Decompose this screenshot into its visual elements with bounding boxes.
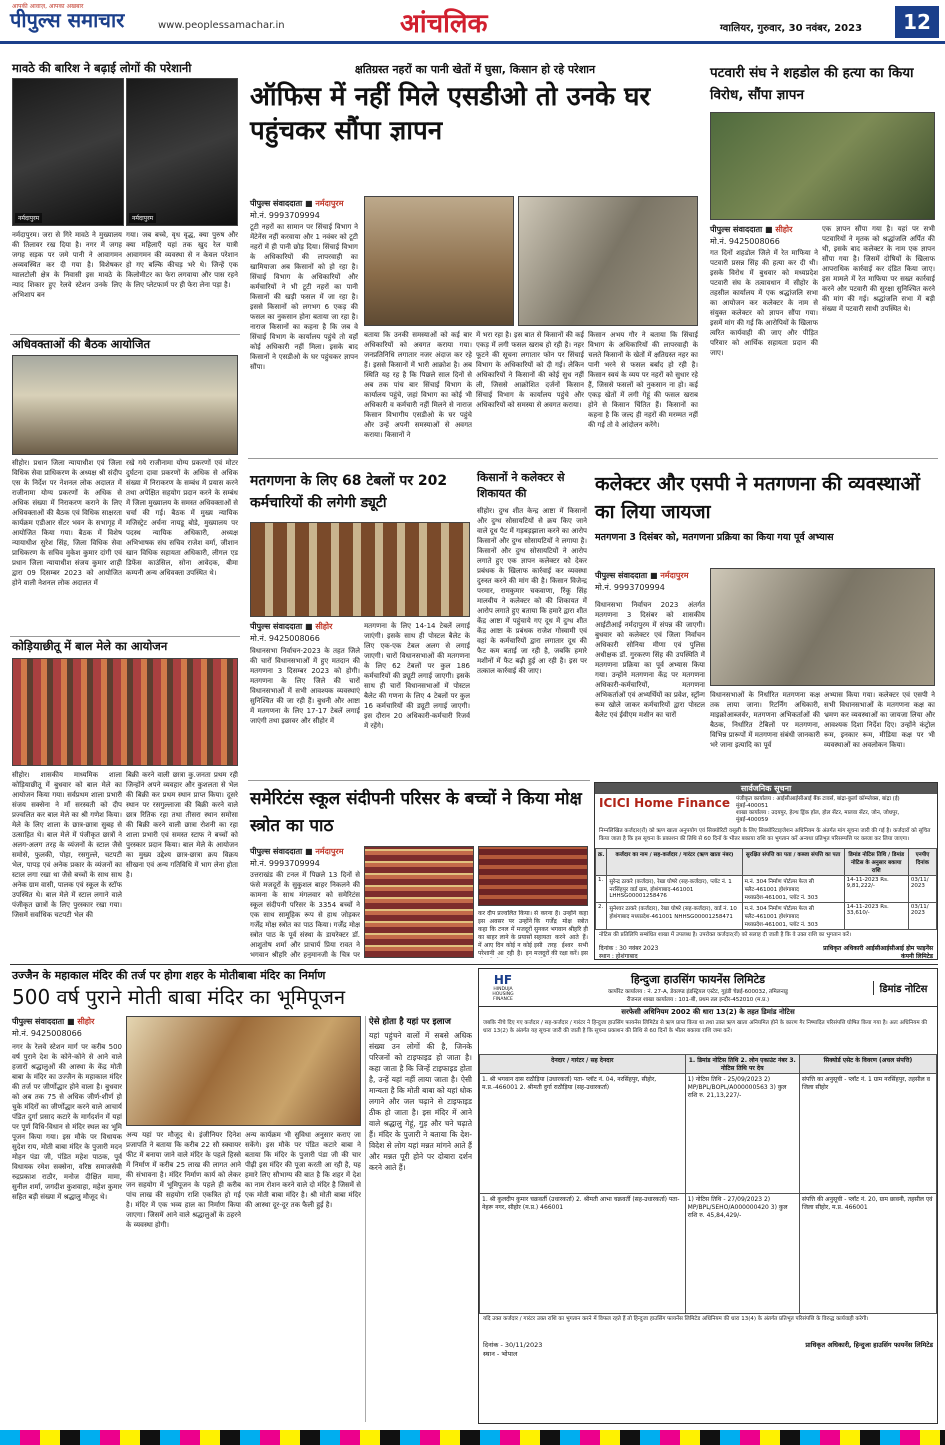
headline-samerits[interactable]: समेरिटंस स्कूल संदीपनी परिसर के बच्चों ने किया मोक्ष स्त्रोत का पाठ bbox=[250, 789, 582, 836]
col-header: एनपीए दिनांक bbox=[908, 849, 936, 876]
table-header-row bbox=[480, 1055, 937, 1074]
photo-counting-tables bbox=[250, 522, 470, 617]
logo-tagline: आपकी आवाज़, आपका अखबार bbox=[12, 3, 84, 10]
cell: 1. श्री भगवान दास राठौड़िया (उधारकर्ता) पता- प्लॉट नं. 04, नरसिंहपुर, सीहोर, म.प्र.-466001 2. श्रीमती दुर्गा राठौड़िया (सह-उधारकर्ता) bbox=[480, 1074, 686, 1194]
icici-branch: शाखा कार्यालय : उदयपुर, हेल्थ ड्रिंक हॉल, होल सेंटर, मालवा सेंटर, जोन, जोधपुर, मुंबई-400059 bbox=[736, 810, 900, 823]
icici-footer: नोटिस की प्रतिलिपि सम्बंधित शाखा में उपलब्ध है। उपरोक्त कर्जदार(रों) को सलाह दी जाती है कि वे उक्त राशि का भुगतान करें। bbox=[599, 932, 852, 938]
hinduja-logo-mark: HF bbox=[493, 973, 513, 987]
cell: 03/11/ 2023 bbox=[908, 876, 936, 903]
dateline: ग्वालियर, गुरुवार, 30 नवंबर, 2023 bbox=[720, 23, 863, 34]
col-header: देनदार / गारंटर / सह देनदार bbox=[480, 1055, 686, 1074]
byline-place: सीहोर bbox=[315, 622, 333, 631]
cell: 1) नोटिस तिथि - 25/09/2023 2) MP/BPL/BOPL/A000000563 3) कुल राशि रु. 21,13,227/- bbox=[685, 1074, 799, 1194]
divider bbox=[248, 458, 938, 459]
headline-mawathe[interactable]: मावठे की बारिश ने बढ़ाई लोगों की परेशानी bbox=[12, 61, 192, 75]
story-collector-col3: अभ्यास किया गया। कलेक्टर एवं एसपी ने सभी विधानसभाओं के मतगणना कक्ष का भ्रमण कर व्यवस्थाओं का जायजा लिया और आवश्यक दिशा निर्देश दिए। उन्होंने कंट्रोल रूम, इनकार रूम, मीडिया कक्ष पर भी व्यवस्थाओं का अवलोकन किया। bbox=[824, 691, 935, 749]
story-adm-col2: बताया कि उनकी समस्याओं को कई बार अधिकारियों को अवगत कराया गया। जनप्रतिनिधि लगातार नजर अंदाज कर रहे हैं। इससे किसानों में भारी आक्रोश है। अब स्थिति यह रह है कि पिछले साल दिनों से अब तक पांच बार सिंचाई विभाग के कार्यालय पहुंचे, जहां विभाग का कोई भी अधिकारी व कर्मचारी नहीं मिलने से नाराज किसान विभागीय एसडीओ के घर पहुंचे और उन्हें अपनी समस्याओं से अवगत कराया। किसानों ने bbox=[364, 331, 472, 439]
hinduja-regional-office: रीजनल शाखा कार्यालय : 101-बी, प्रथम तल इन्दौर-452010 (म.प्र.) bbox=[626, 997, 770, 1003]
ad-hinduja-notice bbox=[478, 968, 938, 1424]
hinduja-logo[interactable] bbox=[483, 973, 523, 1002]
divider bbox=[10, 636, 240, 637]
byline-source: पीपुल्स संवाददाता bbox=[12, 1017, 65, 1026]
col-header: सुरक्षित संपत्ति का पता / कब्जा संपत्ति का पता bbox=[742, 849, 844, 876]
story-samerits-col3: से करना है। उन्होंने कहा कि गर्जेंद्र मोक्ष स्त्रोत सुनकर भगवान श्रीहरि ही सहायता करने आते हैं। इसी तरह ईश्वर सभी मजदूरों की रक्षा करें। इस bbox=[534, 910, 588, 957]
sidebar-box-ilaaj bbox=[365, 1016, 472, 1422]
byline-motibaba: पीपुल्स संवाददाता ■ सीहोर bbox=[12, 1017, 95, 1026]
story-motibaba-col2: अन्य यहां पर मौजूद थे। इंजीनियर दिनेश प्रजापति ने बताया कि करीब 22 सौ स्क्वायर फीट में बनाया जाने वाले मंदिर के पहले हिस्से में निर्माण में करीब 25 लाख की लागत आने की संभावना है। मंदिर निर्माण कार्य को लेकर जन सहयोग में भूमिपूजन के पहले ही करीब पांच लाख की सहयोग राशि एकत्रित हो गई है। मंदिर में एक भव्य हाल का निर्माण किया जाएगा। जिसमें आने वाले श्रद्धालुओं के ठहरने के व्यवस्था होगी। bbox=[126, 1131, 241, 1229]
story-kisan-col1: सीहोर। दुग्ध शीत केन्द्र आष्टा में किसानों और दुग्ध सोसायटियों से क्रय किए जाने वाले दूध पैट में गड़बड़झाला करने का आरोप किसानों और दुग्ध सोसायटियों ने लगाया है। किसानों और दुग्ध सोसायटियों ने आरोप लगाते हुए एक ज्ञापन कलेक्टर को देकर प्रबंधक के खिलाफ कार्रवाई कर व्यवस्था दुरुस्त करने की मांग की है। किसान विजेन्द्र परमार, रामकुमार चकवाणा, रिंकू सिंह मालवीय ने कलेक्टर को की शिकायत में आरोप लगाते हुए बताया कि हमारे द्वारा शीत केंद्र आष्टा में पहुंचाये गए दूध में दुग्ध शीत केंद्र आष्टा के प्रबंधक राजेश गोस्वामी एवं वहां के कर्मचारियों द्वारा लगातार दूध की फैट कम बताई जा रही है, जबकि हमारे मशीनों में फैट बढ़ी हुई आ रही है। इस पर तत्काल कार्रवाई की जाए। bbox=[477, 507, 587, 675]
byline-source: पीपुल्स संवाददाता bbox=[250, 622, 303, 631]
byline-tables: पीपुल्स संवाददाता ■ सीहोर bbox=[250, 622, 333, 631]
photo-caption: नर्मदापुरम bbox=[129, 213, 156, 223]
story-collector-col1: विधानसभा निर्वाचन 2023 अंतर्गत मतगणना 3 दिसंबर को शासकीय आईटीआई नर्मदापुरम में संपन्न की जाएगी। बुधवार को कलेक्टर एवं जिला निर्वाचन अधिकारी सोनिया मीणा एवं पुलिस अधीक्षक डॉ. गुरकरण सिंह की उपस्थिति में मतगणना प्रक्रिया का पूर्व अभ्यास किया गया। उन्होंने मतगणना केंद्र पर मतगणना अधिकारी-कर्मचारियों, मतगणना अभिकर्ताओं एवं अभ्यर्थियों का प्रवेश, स्ट्रॉन्ग रूम खोले जाकर कर्मचारियों द्वारा पोस्टल बैलेट एवं ईवीएम मशीन का चारों bbox=[595, 601, 705, 719]
photo-bhoomipujan bbox=[126, 1016, 361, 1126]
story-kodiyachhitu-col2: बिक्री करने वाली छात्रा कु.जनता प्रथम रही जिन्होंने अपने व्यवहार और कुशलता से भेल की बिक्री कर प्रथम स्थान प्राप्त किया। दूसरे स्थान पर रसगुल्लाजा की बिक्री करने वाले छात्र रितिक रहा तथा तीसरा स्थान समोसा की बिक्री करने वाली छात्रा रोशनी का रहा शाला प्रभारी एवं समस्त स्टाफ ने बच्चों को पुरस्कार प्रदान किया। बाल मेले के आयोजन का मुख्य उद्देश्य छात्र-छात्रा क्रय विक्रय सीखना एवं अन्य गतिविधि में भाग लेना होता है। bbox=[126, 771, 238, 879]
icici-intro: निम्नलिखित कर्जदार(रों) को ऋण खाता अनुपयोग एवं सिक्योरिटी वसूली के लिए सिक्योरिटाइजेशन अधिनियम के अंतर्गत मांग सूचना जारी की गई है। कर्जदारों को सूचित किया जाता है कि इस सूचना के प्रकाशन की तिथि से 60 दिनों के भीतर बकाया राशि का भुगतान करें अन्यथा प्रतिभूत परिसम्पत्ति पर कब्जा कर लिया जाएगा। bbox=[599, 828, 931, 842]
icici-address bbox=[736, 796, 933, 824]
headline-collector[interactable]: कलेक्टर और एसपी ने मतगणना की व्यवस्थाओं का लिया जायजा bbox=[595, 473, 920, 523]
photo-mawathe-1 bbox=[12, 78, 124, 226]
photo-patwari-protest bbox=[710, 112, 935, 220]
col-header: सिक्योर्ड एसेट के विवरण (अचल संपत्ति) bbox=[799, 1055, 936, 1074]
ad-band: सार्वजनिक सूचना bbox=[595, 783, 937, 794]
cell: 14-11-2023 Rs. 9,81,222/- bbox=[844, 876, 908, 903]
hinduja-footer: यदि उक्त कर्जदार / गारंटर उक्त राशि का भुगतान करने में विफल रहते हैं तो हिन्दुजा हाउसिंग फायनेंस लिमिटेड अधिनियम की धारा 13(4) के अंतर्गत प्रतिभूत परिसंपत्ति के विरुद्ध कार्यवाही करेगी। bbox=[483, 1316, 869, 1322]
table-row bbox=[480, 1194, 937, 1314]
cell: संपत्ति का अनुसूची - प्लॉट नं. 1 ग्राम नरसिंहपुर, तहसील व जिला सीहोर bbox=[799, 1074, 936, 1194]
story-adm-col3: में भरा रहा है। इस बात से किसानों की कई एकड़ में लगी फसल खराब हो रही है। नहर फूटने की सूचना लगातार फोन पर सिंचाई विभाग के अधिकारियों को दी गई। लेकिन अधिकारियों ने किसानों की कोई सुध नहीं ली, जिससे आक्रोशित दर्जनों किसान सिंचाई विभाग के कार्यालय पहुंचे और अधिकारियों को समस्या से अवगत कराया। bbox=[476, 331, 584, 409]
photo-students-assembly bbox=[478, 846, 588, 906]
col-header: क्र. bbox=[596, 849, 607, 876]
table-row bbox=[480, 1074, 937, 1194]
story-samerits-col1: उत्तराखंड की टनल में पिछले 13 दिनों से फंसे मजदूरों के सुकुशल बाहर निकलने की कामना के साथ मंगलवार को समेरिटंस स्कूल संदीपनी परिसर के 3354 बच्चों ने एक साथ सामूहिक रूप से हाथ जोड़कर गर्जेंद्र मोक्ष स्त्रोत का पाठ किया। गर्जेंद्र मोक्ष स्त्रोत पाठ के पूर्व संस्था के डायरेक्टर डॉ. आशुतोष शर्मा और प्राचार्य प्रिया रावत ने भगवान श्रीहरि और हनुमानजी के चित्र पर bbox=[250, 871, 360, 958]
icici-date-place bbox=[599, 944, 658, 960]
hinduja-title: हिन्दुजा हाउसिंग फायनेंस लिमिटेड bbox=[630, 973, 766, 986]
byline-collector: पीपुल्स संवाददाता ■ नर्मदापुरम bbox=[595, 571, 689, 580]
photo-canal-field bbox=[364, 196, 514, 326]
byline-source: पीपुल्स संवाददाता bbox=[250, 199, 303, 208]
byline-source: पीपुल्स संवाददाता bbox=[595, 571, 648, 580]
icici-reg-office: पंजीकृत कार्यालय : आईसीआईसीआई बैंक टावर्स, बांद्रा-कुर्ला कॉम्प्लेक्स, बांद्रा (ई) मुंबई-400051 bbox=[736, 796, 900, 809]
cell: सुरेन्द्र ठाकरे (कर्जदार), रेखा घोषरे (सह-कर्जदार), प्लॉट नं. 1 नरसिंहपुर वार्ड ग्राम, होशंगाबाद-461001 LHHSG00001258476 bbox=[607, 876, 742, 903]
hinduja-notice-table bbox=[479, 1054, 937, 1314]
byline-mobile: मो.नं. 9993709994 bbox=[250, 211, 320, 220]
hinduja-date: दिनांक - 30/11/2023 bbox=[483, 1341, 543, 1349]
byline-mobile: मो.नं. 9993709994 bbox=[250, 859, 320, 868]
story-samerits-col2: कर दीप प्रज्वलित किया। इस अवसर पर उन्होंने कहा कि टनल में मजदूरों का बाहर लाने के प्रयासों में आए दिन कोई न कोई परेशानी आ रही है। इन bbox=[478, 910, 532, 957]
byline-source: पीपुल्स संवाददाता bbox=[710, 225, 763, 234]
ad-icici-notice bbox=[594, 782, 938, 960]
byline-adm: पीपुल्स संवाददाता ■ नर्मदापुरम bbox=[250, 199, 344, 208]
icici-place: स्थान : होशंगाबाद bbox=[599, 953, 638, 960]
col-header: कर्जदार का नाम / सह-कर्जदार / गारंटर (ऋण खाता नंबर) bbox=[607, 849, 742, 876]
col-header: 1. डिमांड नोटिस तिथि 2. लोन एकाउंट नंबर 3. नोटिस तिथि पर देय bbox=[685, 1055, 799, 1074]
hinduja-logo-sub: HINDUJA HOUSING FINANCE bbox=[492, 987, 514, 1002]
story-adm-col4: किसान अभय गौर ने बताया कि सिंचाई विभाग के अधिकारियों की लापरवाही के चलते किसानों के खेतों में क्षतिग्रस्त नहर का पानी भरने से फसल बर्बाद हो रही है। किसान स्वयं के व्यय पर नहरों को सुधार रहे हैं, जिससे फसलों को नुकसान ना हो। कई एकड़ खेतों में लगी गेहूं की फसल खराब होने से किसान चिंतित हैं। किसानों का कहना है कि जल्द ही नहरों की मरम्मत नहीं की गई तो वे आंदोलन करेंगे। bbox=[588, 331, 698, 429]
table-row bbox=[596, 903, 937, 930]
byline-place: नर्मदापुरम bbox=[660, 571, 689, 580]
headline-motibaba[interactable]: 500 वर्ष पुराने मोती बाबा मंदिर का भूमिपूजन bbox=[12, 985, 346, 1009]
table-header-row bbox=[596, 849, 937, 876]
site-url[interactable]: www.peoplessamachar.in bbox=[158, 20, 285, 31]
section-title-text: आंचलिक bbox=[400, 9, 488, 39]
cell: सुनेश्वर ठाकरे (कर्जदार), रेखा घोषरे (सह-कर्जदार), वार्ड नं. 10 होशंगाबाद मध्यप्रदेश-461001 NHHSG00001258471 bbox=[607, 903, 742, 930]
cell: संपत्ति की अनुसूची - प्लॉट नं. 20, ग्राम छावनी, तहसील एवं जिला सीहोर, म.प्र. 466001 bbox=[799, 1194, 936, 1314]
headline-kodiyachhitu[interactable]: कोड़ियाछीतू में बाल मेले का आयोजन bbox=[12, 639, 168, 653]
story-tables-col2: मतगणना के लिए 14-14 टेबलें लगाई जाएंगी। इसके साथ ही पोस्टल बैलेट के लिए एक-एक टेबल अलग से लगाई जाएगी। चारों विधानसभाओं की मतगणना के लिए 62 टेबलों पर कुल 186 कर्मचारियों की ड्यूटी लगाई जाएगी। इसके साथ ही चारों विधानसभाओं में पोस्टल बैलेट की गणना के लिए 4 टेबलों पर कुल 16 कर्मचारियों की ड्यूटी लगाई जाएगी। इस दौरान 20 अधिकारी-कर्मचारी रिजर्व में रहेंगे। bbox=[364, 622, 470, 730]
print-color-bar bbox=[0, 1430, 945, 1445]
icici-signature: प्राधिकृत अधिकारी आईसीआईसीआई होम फाइनेंस कंपनी लिमिटेड bbox=[823, 945, 933, 960]
headline-patwari[interactable]: पटवारी संघ ने शहडोल की हत्या का किया विरोध, सौंपा ज्ञापन bbox=[710, 65, 914, 103]
hinduja-notice-title: डिमांड नोटिस bbox=[873, 981, 933, 995]
table-row bbox=[596, 876, 937, 903]
icici-brand[interactable]: ICICI Home Finance bbox=[599, 796, 731, 810]
divider bbox=[10, 964, 938, 965]
byline-mobile: मो.नं. 9425008066 bbox=[710, 237, 780, 246]
cell: म.नं. 304 निर्माण पोर्टल्स फेज सी फ्लैट-461001 होशंगाबाद मध्यप्रदेश-461001, प्लॉट नं. 303 bbox=[742, 903, 844, 930]
story-kodiyachhitu-col1: सीहोर। शासकीय माध्यमिक शाला कोड़ियाछीतू में बुधवार को बाल मेले का आयोजन किया गया। सर्वप्रथम शाला प्रभारी संजय सक्सेना ने माँ सरस्वती को दीप प्रज्वलित कर बाल मेले का श्री गणेश किया। मेले के लिए शाला के छात्र-छात्रा सुबह से उत्साहित थे। बाल मेले में पंजीकृत छात्रों ने अलग-अलग तरह के व्यंजनों के स्टाल जैसे समोसे, फुलकी, पोहा, रसगुल्ले, चटपटी भेल, पापड़ एवं अनेक प्रकार के व्यंजनों का स्टाल लगा रखा था जैसे बच्चों के साथ साथ अनेक ग्राम वासी, पालक एवं स्कूल के स्टॉफ उपस्थित थे। बाल मेले में स्टाल लगाने वाले पंजीकृत छात्रों के लिए पुरस्कार रखा गया। जिसमें सर्वाधिक चटपटी भेल की bbox=[12, 771, 122, 919]
hinduja-signature: प्राधिकृत अधिकारी, हिन्दुजा हाउसिंग फायनेंस लिमिटेड bbox=[805, 1341, 933, 1349]
story-collector-col2: विधानसभाओं के निर्धारित मतगणना कक्ष तक लाया जाना। रिटर्निंग अधिकारी, माइक्रोआब्जर्वर, मतगणना अभिकर्ताओं की बैठक, निर्धारित टेबिलों पर मतगणना, विभिन्न प्रारूपों में मतगणना संबंधी जानकारी भरे जाना इत्यादि का पूर्व bbox=[710, 691, 820, 749]
kicker-adm: क्षतिग्रस्त नहरों का पानी खेतों में घुसा, किसान हो रहे परेशान bbox=[354, 63, 596, 76]
photo-collector-inspection bbox=[710, 568, 935, 686]
headline-adhivakta[interactable]: अधिवक्ताओं की बैठक आयोजित bbox=[12, 337, 151, 351]
photo-students-prayer bbox=[364, 846, 474, 958]
icici-date: दिनांक : 30 नवंबर 2023 bbox=[599, 945, 659, 952]
hinduja-corp-office: कार्पोरेट कार्यालय : नं. 27-A, डेवलप्ड इंडस्ट्रियल एस्टेट, गुइंडी चेन्नई-600032, तमिलनाडु bbox=[608, 989, 788, 995]
story-motibaba-col4: यहां पहुंचने वालों में सबसे अधिक संख्या उन लोगों की है, जिनके परिजनों को टाइफाइड हो जाता है। कहा जाता है कि जिन्हें टाइफाइड होता है, उन्हें यहां नहीं लाया जाता है। ऐसी मान्यता है कि मोती बाबा को यहां धोक लगाने और जल चढ़ाने से टाइफाइड ठीक हो जाता है। इस मंदिर में आने वाले श्रद्धालु गेहूं, गुड़ और चने चढ़ाते हैं। मंदिर के पुजारी ने बताया कि देश-विदेश से लोग यहां मन्नत मांगने आते हैं और मन्नत पूरी होने पर दोबारा दर्शन करने आते हैं। bbox=[369, 1031, 472, 1172]
divider bbox=[10, 334, 240, 335]
headline-tables[interactable]: मतगणना के लिए 68 टेबलों पर 202 कर्मचारियों की लगेगी ड्यूटी bbox=[250, 473, 448, 511]
kicker-motibaba: उज्जैन के महाकाल मंदिर की तर्ज पर होगा शहर के मोतीबाबा मंदिर का निर्माण bbox=[12, 969, 326, 982]
cell: म.नं. 304 निर्माण पोर्टल्स फेज सी फ्लैट-461001 होशंगाबाद मध्यप्रदेश-461001, प्लॉट नं. 303 bbox=[742, 876, 844, 903]
story-adhivakta-col1: सीहोर। प्रधान जिला न्यायाधीश एवं जिला विधिक सेवा प्राधिकरण के अध्यक्ष श्री संदीप एस के निर्देश पर नेशनल लोक अदालत में राजीनामा योग्य प्रकरणों के अधिक से अधिक संख्या में निराकरण कराने के लिए अधिवक्ताओं की बैठक एवं विधिक साक्षरता कार्यक्रम एडीआर सेंटर भवन के सभागृह में आयोजित किया गया। बैठक में विशेष न्यायाधीश सुरेश सिंह, जिला विधिक सेवा प्राधिकरण के सचिव मुकेश कुमार दांगी एवं प्रधान जिला न्यायाधीश संजय कुमार शाही द्वारा 09 दिसम्बर 2023 को आयोजित होने वाली नेशनल लोक अदालत में bbox=[12, 459, 122, 587]
cell: 1) नोटिस तिथि - 27/09/2023 2) MP/BPL/SEHO/A000000420 3) कुल राशि रु. 45,84,429/- bbox=[685, 1194, 799, 1314]
story-tables-col1: विधानसभा निर्वाचन-2023 के तहत जिले की चारों विधानसभाओं में हुए मतदान की मतगणना 3 दिसम्बर 2023 को होगी। मतगणना के लिए जिले की चारों विधानसभाओं में सभी आवश्यक व्यवस्थाएं सुनिश्चित की जा रही हैं। बुधनी और आष्टा में मतगणना के लिए 17-17 टेबलें लगाई जाएंगी तथा इछावर और सीहोर में bbox=[250, 647, 360, 725]
section-title bbox=[400, 4, 487, 40]
hinduja-date-place bbox=[483, 1340, 542, 1358]
byline-mobile: मो.नं. 9425008066 bbox=[250, 634, 320, 643]
photo-farmers-memorandum bbox=[518, 196, 698, 326]
byline-source: पीपुल्स संवाददाता bbox=[250, 847, 303, 856]
col-header: डिमांड नोटिस तिथि / डिमांड नोटिस के अनुसार बकाया राशि bbox=[844, 849, 908, 876]
hinduja-place: स्थान - भोपाल bbox=[483, 1350, 518, 1358]
story-motibaba-col1: नगर के रेलवे स्टेशन मार्ग पर करीब 500 वर्ष पुराने देश के कोने-कोने से आने वाले हजारों श्रद्धालुओं की आस्था के केंद्र मोती बाबा के मंदिर का उज्जैन के महाकाल मंदिर की तर्ज पर जीर्णोद्धार होने वाला है। बुधवार को अब तक 75 से अधिक जीर्ण-शीर्ण हो चुके मंदिरों का जीर्णोद्धार करने वाले आचार्य पंडित दुर्गा प्रसाद कटारे के मार्गदर्शन में यहां पर पूर्ण विधि-विधान से मंदिर स्थल का भूमि पूजन किया गया। इस मौके पर विधायक सुदेश राय, मोती बाबा मंदिर के पुजारी मदन मोहन पंडा जी, पंडित महेश पाठक, पूर्व विधायक रमेश सक्सेना, वरिष्ठ समाजसेवी रुद्रप्रकाश राठौर, मनोज दीक्षित मामा, सुनील शर्मा, जगदीश कुशवाहा, महेश कुमार सहित बड़ी संख्या में श्रद्धालु मौजूद थे। bbox=[12, 1043, 122, 1201]
byline-patwari: पीपुल्स संवाददाता ■ सीहोर bbox=[710, 225, 793, 234]
kicker-collector: मतगणना 3 दिसंबर को, मतगणना प्रक्रिया का किया गया पूर्व अभ्यास bbox=[595, 532, 834, 543]
cell: 03/11/ 2023 bbox=[908, 903, 936, 930]
cell: 1. श्री कुलदीप कुमार चक्रवर्ती (उधारकर्ता) 2. श्रीमती आभा चक्रवर्ती (सह-उधारकर्ता) पता- नेहरू नगर, सीहोर (म.प्र.) 466001 bbox=[480, 1194, 686, 1314]
story-patwari-col1: गत दिनों शहडोल जिले में रेत माफिया ने पटवारी प्रसन्न सिंह की हत्या कर दी थी। इसके विरोध में बुधवार को मध्यप्रदेश पटवारी संघ के तत्वावधान में सीहोर के तहसील कार्यालय में एक श्रद्धांजलि सभा का आयोजन कर कलेक्टर के नाम से संयुक्त कलेक्टर को ज्ञापन सौंपा गया। इसमें मांग की गई कि आरोपियों के खिलाफ त्वरित कार्यवाही की जाए और पीड़ित परिवार को आर्थिक सहायता प्रदान की जाए। bbox=[710, 249, 818, 357]
byline-place: सीहोर bbox=[775, 225, 793, 234]
byline-mobile: मो.नं. 9425008066 bbox=[12, 1029, 82, 1038]
page-number: 12 bbox=[895, 6, 939, 38]
story-adm-col1: टूटी नहरों का सामान पर सिंचाई विभाग ने मेंटेनेंस नहीं करवाया और 1 नवंबर को टूटी नहरों में ही पानी छोड़ दिया। सिंचाई विभाग के अधिकारियों की लापरवाही का खामियाजा अब किसानों को हो रहा है। सिंचाई विभाग के अधिकारियों और कर्मचारियों ने भी टूटी नहरों का पानी किसानों की खड़ी फसल में जा रहा है। इससे किसानों को लगभग 6 एकड़ की फसल का नुकसान होना बताया जा रहा है। नाराज किसानों का कहना है कि जब वे सिंचाई विभाग के कार्यालय पहुंचे तो वहाँ कोई अधिकारी नहीं मिला। इसके बाद किसानों ने एसडीओ के घर पहुंचकर ज्ञापन सौंपा। bbox=[250, 223, 358, 371]
divider bbox=[248, 780, 590, 781]
story-mawathe-col1: नर्मदापुरम। जरा से गिरे मावठे ने मुख्यालय की तिलावर रख दिया है। नगर में जगह जगह सड़क पर जमे पानी ने आवागमन अव्यवस्थित कर दी गया है। विशेषकर ग्वालटोली क्षेत्र के निवासी इस मावठे के न्याद शिकार हुए रेलवे स्टेशन उनके लिए अभिशाप बन bbox=[12, 231, 122, 299]
newspaper-logo[interactable]: पीपुल्स समाचार bbox=[10, 8, 125, 32]
cell: 2. bbox=[596, 903, 607, 930]
byline-samerits: पीपुल्स संवाददाता ■ नर्मदापुरम bbox=[250, 847, 344, 856]
story-motibaba-col3: अन्य कार्यक्रम भी सुविधा अनुसार कराए जा सकेंगे। इस मौके पर पंडित कटारे बाबा ने बताया कि मंदिर के पुजारी पंडा जी की चार पीढ़ी इस मंदिर की पूजा करती आ रही है, यह हमारे लिए सौभाग्य की बात है कि शहर में देश का नाम रोशन करने वाले दो मंदिर है जिसमें से एक मोती बाबा मंदिर है। श्री मोती बाबा मंदिर की आस्था दूर-दूर तक फैली हुई है। bbox=[245, 1131, 361, 1209]
headline-kisan[interactable]: किसानों ने कलेक्टर से शिकायत की bbox=[477, 471, 565, 500]
headline-adm[interactable]: ऑफिस में नहीं मिले एसडीओ तो उनके घर पहुंचकर सौंपा ज्ञापन bbox=[250, 82, 651, 146]
icici-notice-table bbox=[595, 848, 937, 930]
story-adhivakta-col2: रखे गये राजीनामा योग्य प्रकरणों एवं मोटर दुर्घटना दावा प्रकरणों के अधिक से अधिक संख्या में निराकरण के सम्बंध में प्रयास करने तथा अपेक्षित सहयोग प्रदान करने के सम्बंध में जिला मुख्यालय के समस्त अधिवक्ताओं से चर्चा की गई। बैठक में मुख्य न्यायिक मजिस्ट्रेट अर्चना नायडू बोडे, मुख्यालय पर पदस्थ न्यायिक अधिकारी, अध्यक्ष अभिभाषक संघ सचिव राजेश वर्मा, जीशान खान विधिक सहायता अधिकारी, लीगल एड डिफेंस काउंसिल, सोना आवेदक, बीमा कम्पनी अन्य अधिवक्ता उपस्थित थे। bbox=[126, 459, 238, 577]
byline-place: नर्मदापुरम bbox=[315, 199, 344, 208]
cell: 14-11-2023 Rs. 33,610/- bbox=[844, 903, 908, 930]
photo-mawathe-2 bbox=[126, 78, 238, 226]
byline-place: सीहोर bbox=[77, 1017, 95, 1026]
story-mawathe-col2: गया। जब बच्चे, वृध वृद्ध, क्या पुरुष और क्या महिलाएँ यहां तक खुद रेल यात्री आवागमन की व्यवस्था से न केवल परेशान हो गए बल्कि कीचड़ भरे थे। जिन्हें एक किलोमीटर का फेरा लगवाया और पास रहने के लिए प्लेटफार्म पर ही फेरा लेना पड़ा है। bbox=[126, 231, 238, 289]
byline-place: नर्मदापुरम bbox=[315, 847, 344, 856]
sidebar-title: ऐसे होता है यहां पर इलाज bbox=[369, 1017, 451, 1027]
photo-caption: नर्मदापुरम bbox=[15, 213, 42, 223]
hinduja-intro: जबकि नीचे दिए गए कर्जदार / सह-कर्जदार / गारंटर ने हिन्दुजा हाउसिंग फायनेंस लिमिटेड से ऋण प्राप्त किया था तथा उक्त ऋण खाता अनियमित होने के कारण गैर निष्पादित परिसंपत्ति घोषित किया गया है। अतः अधिनियम की धारा 13(2) के अंतर्गत यह सूचना जारी की जाती है कि सूचना प्रकाशन की तिथि से 60 दिनों के भीतर बकाया राशि जमा करें। bbox=[483, 1020, 928, 1034]
photo-bal-mela bbox=[12, 658, 238, 766]
byline-mobile: मो.नं. 9993709994 bbox=[595, 583, 665, 592]
cell: 1. bbox=[596, 876, 607, 903]
photo-adhivakta-meeting bbox=[12, 355, 238, 455]
story-patwari-col2: एक ज्ञापन सौंपा गया है। यहां पर सभी पटवारियों ने मृतक को श्रद्धांजलि अर्पित की थी, इसके बाद कलेक्टर के नाम एक ज्ञापन सौंपा गया है। जिसमें दोषियों के खिलाफ आपराधिक कार्रवाई कर दंडित किया जाए। इस मामले में रेत माफिया पर सख्त कार्रवाई करने और पटवारी की सुरक्षा सुनिश्चित करने की मांग की गई। श्रद्धांजलि सभा में बड़ी संख्या में पटवारी साथी उपस्थित थे। bbox=[822, 225, 935, 313]
hinduja-section: सरफेसी अधिनियम 2002 की धारा 13(2) के तहत डिमांड नोटिस bbox=[621, 1008, 795, 1016]
